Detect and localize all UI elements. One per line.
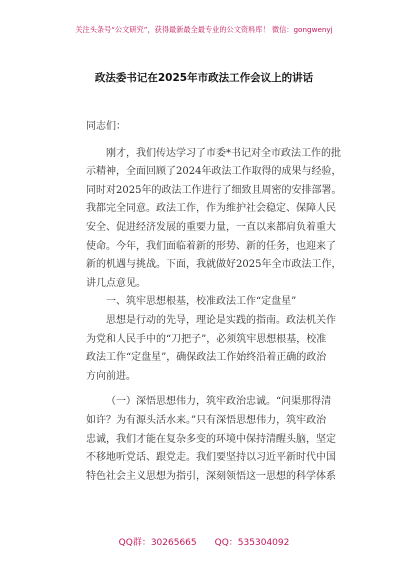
paragraph-line: 特色社会主义思想为指引，深刻领悟这一思想的科学体系 [86,470,336,482]
paragraph-line: 为党和人民手中的“刀把子”，必须筑牢思想根基，校准 [86,333,327,345]
document-body [86,118,344,486]
paragraph-line: 政法工作“定盘星”，确保政法工作始终沿着正确的政治 [86,352,327,364]
paragraph-line: 讲几点意见。 [86,277,146,289]
paragraph-line: 方向前进。 [86,370,136,382]
document-title: 政法委书记在2025年市政法工作会议上的讲话 [94,72,314,84]
footer-contact [0,535,408,548]
header-banner: 关注头条号“公文研究”，获得最新最全最专业的公文资料库！ 微信：gongwenyj [75,25,333,34]
paragraph-line: 使命。今年，我们面临着新的形势、新的任务，也迎来了 [86,240,336,252]
subsection-line: （一）深悟思想伟力，筑牢政治忠诚。“问渠那得清 [106,396,332,408]
footer-qq-group: QQ群：30265665 [118,538,197,548]
paragraph-line: 忠诚，我们才能在复杂多变的环境中保持清醒头脑，坚定 [86,433,336,445]
paragraph-line: 新的机遇与挑战。下面，我就做好2025年全市政法工作， [86,259,342,271]
paragraph-line: 同时对2025年的政法工作进行了细致且周密的安排部署。 [86,184,342,196]
paragraph-line: 我都完全同意。政法工作，作为维护社会稳定、保障人民 [86,203,336,215]
paragraph-line: 思想是行动的先导，理论是实践的指南。政法机关作 [106,314,336,326]
paragraph-line: 安全、促进经济发展的重要力量，一直以来都肩负着重大 [86,221,336,233]
section-heading: 一、筑牢思想根基，校准政法工作“定盘星” [106,296,297,308]
paragraph-line: 不移地听党话、跟党走。我们要坚持以习近平新时代中国 [86,452,336,464]
footer-qq: QQ：535304092 [214,538,290,548]
paragraph-line: 刚才，我们传达学习了市委*书记对全市政法工作的批 [106,147,341,159]
paragraph-line: 示精神，全面回顾了2024年政法工作取得的成果与经验， [86,166,342,178]
salutation: 同志们： [86,121,126,132]
paragraph-line: 如许？为有源头活水来。”只有深悟思想伟力，筑牢政治 [86,414,327,426]
